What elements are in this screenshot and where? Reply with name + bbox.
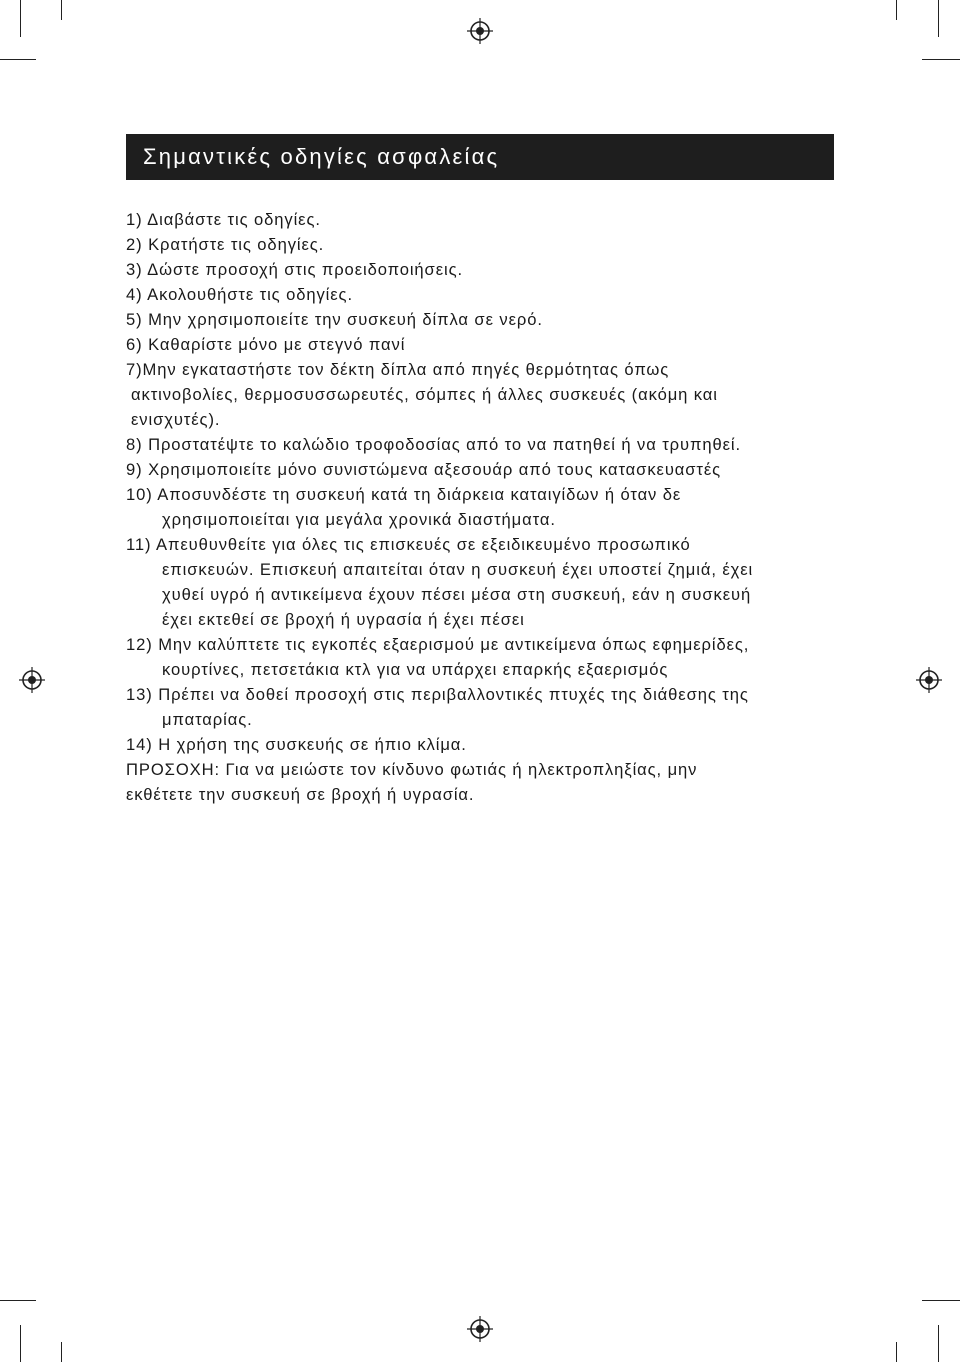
- safety-instructions-list: [126, 207, 846, 807]
- instruction-line: 12) Μην καλύπτετε τις εγκοπές εξαερισμού με αντικείμενα όπως εφημερίδες,: [126, 635, 750, 654]
- instruction-line: 7)Μην εγκαταστήστε τον δέκτη δίπλα από πηγές θερμότητας όπως: [126, 360, 670, 379]
- instruction-line: 3) Δώστε προσοχή στις προειδοποιήσεις.: [126, 260, 463, 279]
- instruction-line: 13) Πρέπει να δοθεί προσοχή στις περιβαλλοντικές πτυχές της διάθεσης της: [126, 685, 749, 704]
- instruction-line: 6) Καθαρίστε μόνο με στεγνό πανί: [126, 335, 406, 354]
- instruction-line: 11) Απευθυνθείτε για όλες τις επισκευές σε εξειδικευμένο προσωπικό: [126, 535, 691, 554]
- crop-mark: [922, 1300, 960, 1301]
- section-title: Σημαντικές οδηγίες ασφαλείας: [143, 144, 500, 169]
- instruction-line-continued: ενισχυτές).: [131, 410, 221, 429]
- crop-mark: [61, 1342, 62, 1362]
- crop-mark: [938, 1325, 939, 1362]
- instruction-line-continued: κουρτίνες, πετσετάκια κτλ για να υπάρχει επαρκής εξαερισμός: [162, 660, 669, 679]
- instruction-line: 4) Ακολουθήστε τις οδηγίες.: [126, 285, 353, 304]
- instruction-line: 1) Διαβάστε τις οδηγίες.: [126, 210, 321, 229]
- instruction-line-continued: μπαταρίας.: [162, 710, 253, 729]
- instruction-line-continued: χρησιμοποιείται για μεγάλα χρονικά διαστήματα.: [162, 510, 556, 529]
- instruction-line: 9) Χρησιμοποιείτε μόνο συνιστώμενα αξεσουάρ από τους κατασκευαστές: [126, 460, 722, 479]
- section-title-banner: [126, 134, 834, 180]
- caution-line: εκθέτετε την συσκευή σε βροχή ή υγρασία.: [126, 785, 475, 804]
- crop-mark: [20, 1325, 21, 1362]
- instruction-line-continued: χυθεί υγρό ή αντικείμενα έχουν πέσει μέσα στη συσκευή, εάν η συσκευή: [162, 585, 752, 604]
- instruction-line: 5) Μην χρησιμοποιείτε την συσκευή δίπλα σε νερό.: [126, 310, 543, 329]
- instruction-line: 14) Η χρήση της συσκευής σε ήπιο κλίμα.: [126, 735, 467, 754]
- crop-mark: [0, 59, 36, 60]
- instruction-line-continued: επισκευών. Επισκευή απαιτείται όταν η συσκευή έχει υποστεί ζημιά, έχει: [162, 560, 754, 579]
- registration-mark-icon: [467, 18, 493, 44]
- registration-mark-icon: [19, 667, 45, 693]
- crop-mark: [0, 1300, 36, 1301]
- crop-mark: [896, 1342, 897, 1362]
- crop-mark: [20, 0, 21, 37]
- registration-mark-icon: [467, 1316, 493, 1342]
- crop-mark: [922, 59, 960, 60]
- instruction-line: 2) Κρατήστε τις οδηγίες.: [126, 235, 325, 254]
- registration-mark-icon: [916, 667, 942, 693]
- instruction-line-continued: ακτινοβολίες, θερμοσυσσωρευτές, σόμπες ή άλλες συσκευές (ακόμη και: [131, 385, 718, 404]
- instruction-line-continued: έχει εκτεθεί σε βροχή ή υγρασία ή έχει πέσει: [162, 610, 525, 629]
- crop-mark: [938, 0, 939, 37]
- caution-line: ΠΡΟΣΟΧΗ: Για να μειώστε τον κίνδυνο φωτιάς ή ηλεκτροπληξίας, μην: [126, 760, 698, 779]
- instruction-line: 10) Αποσυνδέστε τη συσκευή κατά τη διάρκεια καταιγίδων ή όταν δε: [126, 485, 682, 504]
- instruction-line: 8) Προστατέψτε το καλώδιο τροφοδοσίας από το να πατηθεί ή να τρυπηθεί.: [126, 435, 741, 454]
- crop-mark: [61, 0, 62, 20]
- crop-mark: [896, 0, 897, 20]
